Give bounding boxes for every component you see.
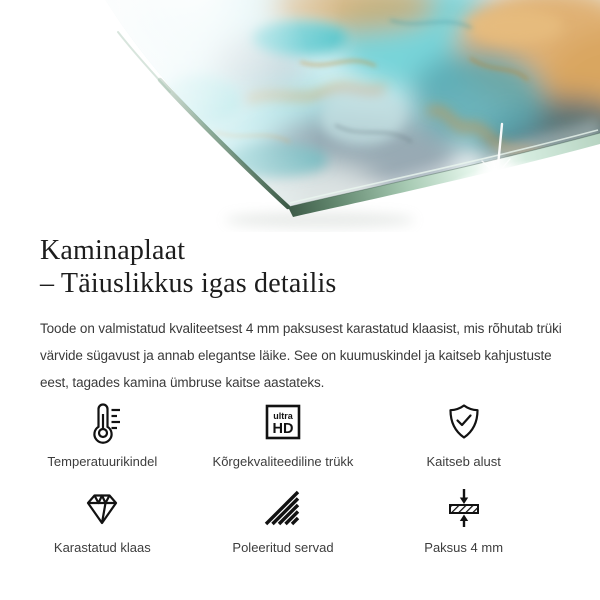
glass-panel-art <box>0 0 600 232</box>
feature-label: Karastatud klaas <box>53 540 151 555</box>
feature-label: Poleeritud servad <box>232 540 334 555</box>
feature-label: Temperatuurikindel <box>47 454 158 469</box>
feature-temperature <box>12 400 193 470</box>
diamond-icon <box>80 486 124 530</box>
polished-edges-icon <box>261 486 305 530</box>
page-title <box>40 234 575 300</box>
thermometer-icon <box>80 400 124 444</box>
feature-label: Kaitseb alust <box>426 454 501 469</box>
product-description: Toode on valmistatud kvaliteetsest 4 mm paksusest karastatud klaasist, mis rõhutab trüki värvide sügavust ja annab elegantse läike. See on kuumuskindel ja kaitseb kahjustuste eest, tagades kamina ümbruse kaitse aastateks. <box>40 321 562 390</box>
svg-text:ultra: ultra <box>273 411 293 421</box>
feature-protects-base <box>373 400 554 470</box>
feature-thickness <box>373 486 554 556</box>
feature-print-quality <box>193 400 374 470</box>
glass-shadow <box>225 212 415 228</box>
features-grid <box>12 400 554 556</box>
product-copy <box>40 230 575 396</box>
thickness-compress-icon <box>442 486 486 530</box>
feature-label: Paksus 4 mm <box>424 540 504 555</box>
ultra-hd-icon <box>261 400 305 444</box>
title-line-2: – Täiuslikkus igas detailis <box>40 268 337 299</box>
feature-tempered-glass <box>12 486 193 556</box>
product-photo <box>0 0 600 232</box>
shield-check-icon <box>442 400 486 444</box>
feature-label: Kõrgekvaliteediline trükk <box>212 454 354 469</box>
svg-text:HD: HD <box>272 421 294 437</box>
marble-print <box>0 0 600 232</box>
feature-polished-edges <box>193 486 374 556</box>
title-line-1: Kaminaplaat <box>40 235 186 266</box>
